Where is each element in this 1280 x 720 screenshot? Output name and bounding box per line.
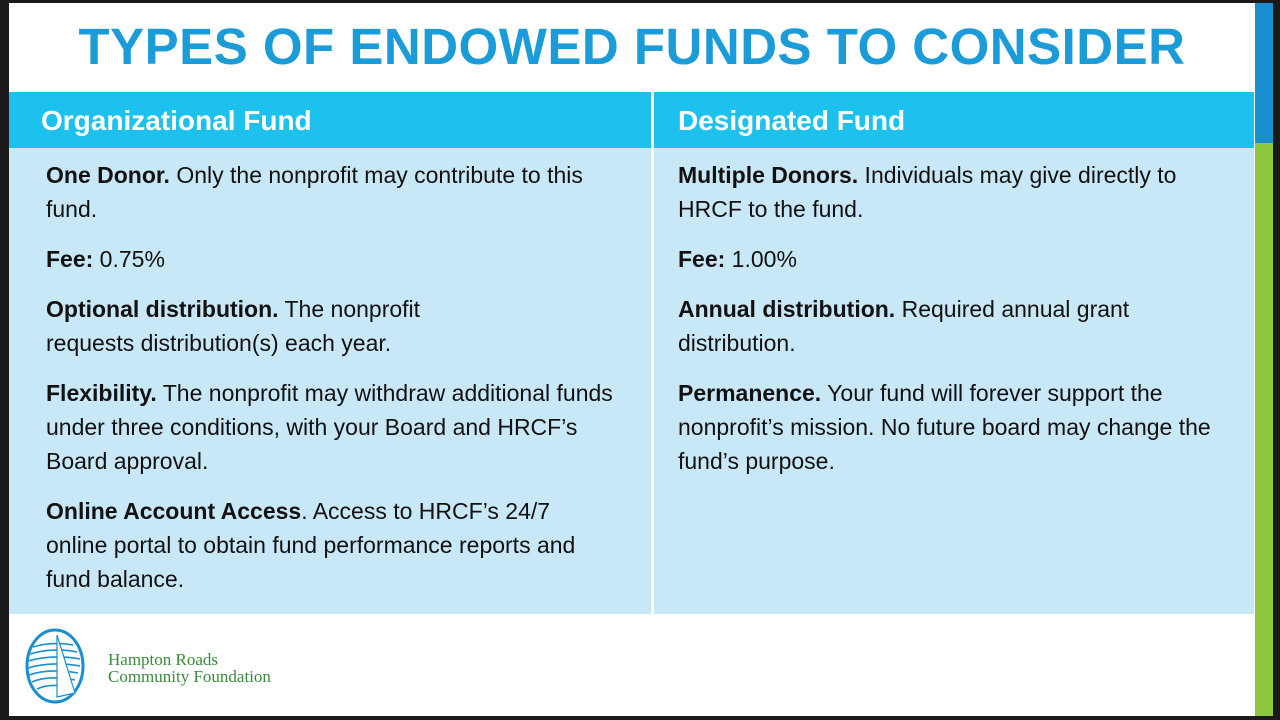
designated-fund-column — [678, 158, 1244, 494]
item-label: Fee: — [46, 246, 94, 272]
accent-bar-green — [1255, 143, 1273, 716]
list-item — [46, 494, 586, 596]
list-item — [46, 292, 486, 360]
list-item — [678, 292, 1244, 360]
item-label: Fee: — [678, 246, 726, 272]
list-item — [678, 376, 1244, 478]
item-text: . Access to HRCF’s 24/7 online portal to obtain fund performance reports and fund balance. — [46, 498, 576, 592]
item-text: Only the nonprofit may contribute to this fund. — [46, 162, 583, 222]
item-text: 1.00% — [725, 246, 797, 272]
hrcf-logo — [23, 627, 283, 705]
item-label: Online Account Access — [46, 498, 302, 524]
slide-title: TYPES OF ENDOWED FUNDS TO CONSIDER — [78, 18, 1186, 75]
fund-comparison-table — [9, 92, 1254, 614]
accent-bar-blue — [1255, 3, 1273, 143]
item-label: One Donor. — [46, 162, 170, 188]
list-item — [46, 242, 636, 276]
list-item — [678, 242, 1244, 276]
item-text: The nonprofit requests distribution(s) each year. — [46, 296, 421, 356]
list-item — [46, 158, 636, 226]
logo-line-1: Hampton Roads — [108, 650, 219, 669]
item-label: Permanence. — [678, 380, 822, 406]
organizational-fund-column — [46, 158, 636, 612]
header-organizational-fund: Organizational Fund — [9, 92, 651, 148]
item-label: Flexibility. — [46, 380, 157, 406]
item-label: Multiple Donors. — [678, 162, 859, 188]
item-label: Annual distribution. — [678, 296, 896, 322]
logo-line-2: Community Foundation — [108, 667, 271, 686]
item-text: Individuals may give directly to HRCF to the fund. — [678, 162, 1177, 222]
column-divider — [651, 92, 654, 614]
logo-text — [108, 651, 271, 685]
list-item — [678, 158, 1244, 226]
item-text: 0.75% — [93, 246, 165, 272]
sailboat-logo-icon — [23, 627, 93, 705]
slide — [9, 3, 1255, 716]
item-text: Your fund will forever support the nonprofit’s mission. No future board may change the fund’s purpose. — [678, 380, 1211, 474]
item-text: Required annual grant distribution. — [678, 296, 1130, 356]
header-designated-fund: Designated Fund — [654, 92, 1254, 148]
item-label: Optional distribution. — [46, 296, 279, 322]
item-text: The nonprofit may withdraw additional funds under three conditions, with your Board and HRCF’s Board approval. — [46, 380, 613, 474]
list-item — [46, 376, 636, 478]
